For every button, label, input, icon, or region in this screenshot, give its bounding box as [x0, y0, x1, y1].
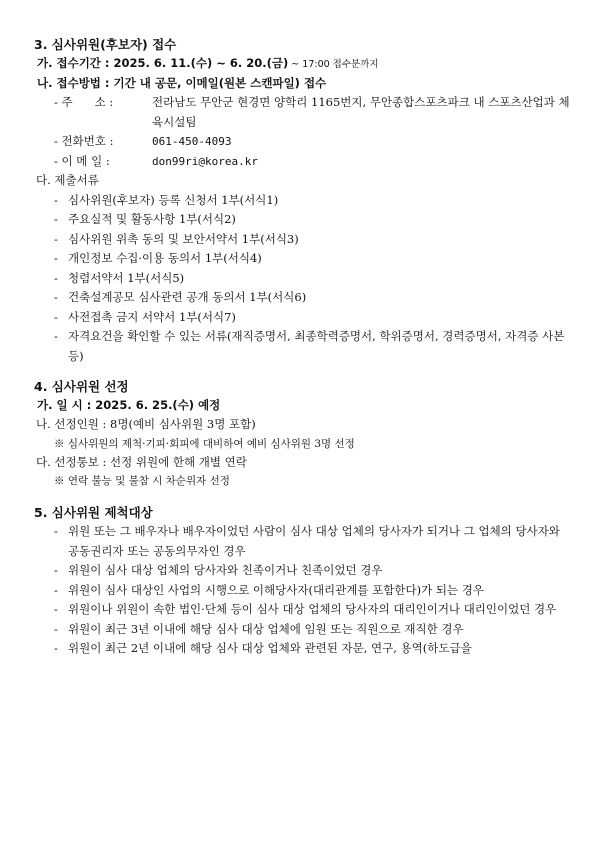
list-item: - 자격요건을 확인할 수 있는 서류(재직증명서, 최종학력증명서, 학위증명서, 경력증명서, 자격증 사본 등): [54, 329, 565, 363]
receipt-period: [34, 54, 574, 74]
phone-row: [34, 132, 574, 152]
phone-value: 061-450-4093: [152, 135, 232, 148]
phone-label: - 전화번호 :: [54, 134, 114, 148]
section-4-title: 4. 심사위원 선정: [34, 379, 129, 394]
list-item: - 청렴서약서 1부(서식5): [54, 270, 185, 285]
selection-notice: 다. 선정통보 : 선정 위원에 한해 개별 연락: [36, 454, 247, 469]
list-item: - 위원이 최근 2년 이내에 해당 심사 대상 업체와 관련된 자문, 연구, 용역(하도급을: [54, 641, 472, 655]
email-value: don99ri@korea.kr: [152, 154, 258, 168]
list-item: - 위원이 심사 대상인 사업의 시행으로 이해당사자(대리관계를 포함한다)가 되는 경우: [54, 582, 484, 597]
receipt-period-label: 가. 접수기간 : 2025. 6. 11.(수) ~ 6. 20.(금): [37, 56, 289, 70]
list-item: - 위원이나 위원이 속한 법인·단체 등이 심사 대상 업체의 당사자의 대리인이거나 대리인이었던 경우: [54, 602, 557, 616]
email-label: - 이 메 일 :: [54, 153, 110, 168]
list-item: - 개인정보 수집·이용 동의서 1부(서식4): [54, 251, 262, 265]
document-page: [34, 36, 574, 659]
address-row: [34, 93, 574, 132]
documents-label: 다. 제출서류: [36, 173, 99, 187]
list-item: - 위원 또는 그 배우자나 배우자이었던 사람이 심사 대상 업체의 당사자가 되거나 그 업체의 당사자와 공동권리자 또는 공동의무자인 경우: [54, 524, 560, 558]
selection-date: 가. 일 시 : 2025. 6. 25.(수) 예정: [37, 398, 221, 412]
list-item: - 심사위원 위촉 동의 및 보안서약서 1부(서식3): [54, 231, 299, 246]
list-item: - 위원이 심사 대상 업체의 당사자와 친족이거나 친족이었던 경우: [54, 563, 383, 577]
list-item: - 위원이 최근 3년 이내에 해당 심사 대상 업체에 임원 또는 직원으로 재직한 경우: [54, 621, 464, 636]
selection-count-note: ※ 심사위원의 제척·기피·회피에 대비하여 예비 심사위원 3명 선정: [54, 437, 355, 450]
receipt-method: 나. 접수방법 : 기간 내 공문, 이메일(원본 스캔파일) 접수: [37, 76, 327, 90]
receipt-period-tail: ~ 17:00 접수분까지: [288, 59, 379, 70]
address-label: - 주 소 :: [54, 95, 114, 109]
section-5-title: 5. 심사위원 제척대상: [34, 505, 153, 520]
list-item: - 주요실적 및 활동사항 1부(서식2): [54, 212, 236, 226]
address-value: 전라남도 무안군 현경면 양학리 1165번지, 무안종합스포츠파크 내 스포츠산업과 체육시설팀: [152, 95, 570, 129]
list-item: - 심사위원(후보자) 등록 신청서 1부(서식1): [54, 192, 279, 207]
section-3-title: 3. 심사위원(후보자) 접수: [34, 37, 177, 52]
list-item: - 건축설계공모 심사관련 공개 동의서 1부(서식6): [54, 290, 307, 304]
selection-count: 나. 선정인원 : 8명(예비 심사위원 3명 포함): [36, 417, 256, 431]
email-row: [34, 152, 574, 172]
selection-notice-note: ※ 연락 불능 및 불참 시 차순위자 선정: [54, 475, 230, 487]
list-item: - 사전접촉 금지 서약서 1부(서식7): [54, 309, 236, 324]
